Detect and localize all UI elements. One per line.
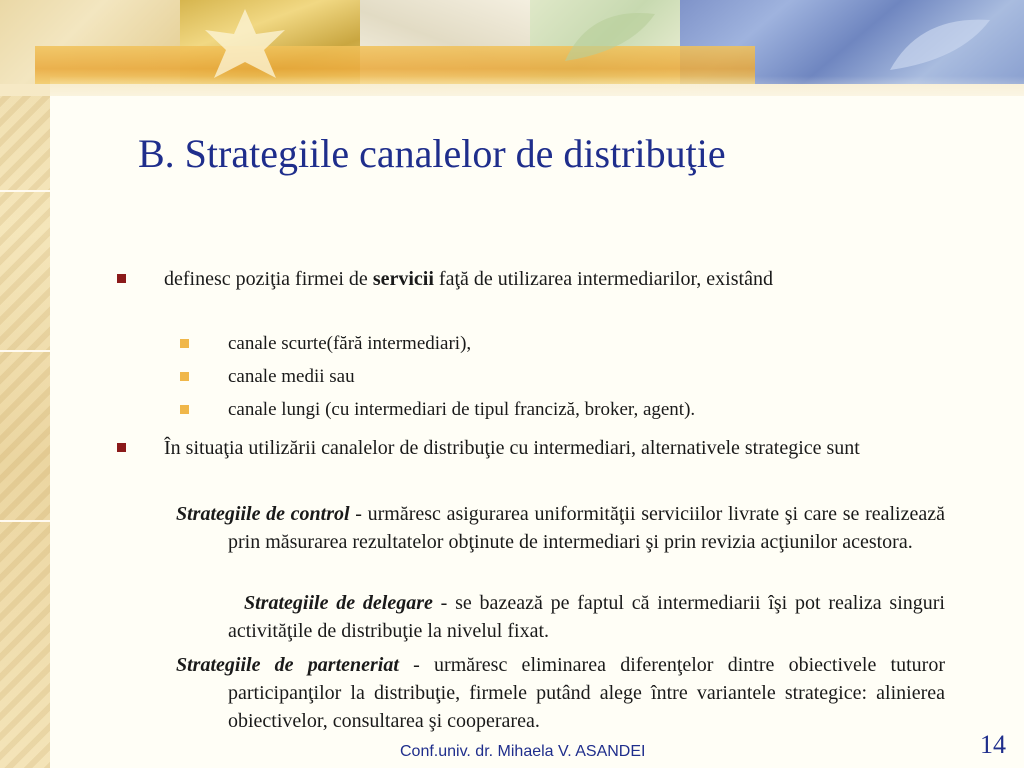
strategy-paragraph <box>176 589 945 645</box>
sub-bullet-text: canale scurte(fără intermediari), <box>228 333 472 354</box>
bullet-text: În situaţia utilizării canalelor de distribuţie cu intermediari, alternativele strategice sunt <box>164 437 860 459</box>
sub-bullet-text: canale lungi (cu intermediari de tipul franciză, broker, agent). <box>228 399 696 420</box>
sub-bullet-text: canale medii sau <box>228 366 355 387</box>
strategy-description: - urmăresc asigurarea uniformităţii serviciilor livrate şi care se realizează prin măsurarea rezultatelor obţinute de intermediari şi prin revizia acţiunilor acestora. <box>228 503 946 553</box>
sub-bullet-icon <box>180 372 189 381</box>
bullet-bold-word: servicii <box>372 268 434 290</box>
left-decorative-strip <box>0 0 50 768</box>
bullet-square-icon <box>117 274 126 283</box>
strategy-term: Strategiile de control <box>176 503 350 525</box>
bullet-square-icon <box>117 443 126 452</box>
leaf-icon <box>190 4 300 84</box>
strip-seam <box>0 190 50 192</box>
bullet-text <box>164 265 945 293</box>
footer-author: Conf.univ. dr. Mihaela V. ASANDEI <box>400 743 646 760</box>
sub-bullet-icon <box>180 405 189 414</box>
banner-fade <box>50 76 1024 116</box>
leaf-icon <box>880 10 1000 80</box>
strategy-description: - se bazează pe faptul că intermediarii îşi pot realiza singuri activităţile de distribuţie la nivelul fixat. <box>228 592 945 642</box>
bullet-text-part: faţă de utilizarea intermediarilor, existând <box>433 268 773 290</box>
page-number: 14 <box>980 730 1006 759</box>
slide-title: B. Strategiile canalelor de distribuţie <box>138 131 726 176</box>
strip-seam <box>0 520 50 522</box>
strip-seam <box>0 350 50 352</box>
strategy-term: Strategiile de delegare <box>244 592 433 614</box>
leaf-icon <box>560 6 660 66</box>
bullet-text-part: definesc poziţia firmei de <box>164 268 373 290</box>
strategy-description: - urmăresc eliminarea diferenţelor dintre obiectivele tuturor participanţilor la distribuţie, firmele putând alege între variantele strategice: alinierea obiectivelor, consultarea şi cooperarea. <box>228 654 945 732</box>
sub-bullet-icon <box>180 339 189 348</box>
strategy-paragraph <box>176 651 945 735</box>
strategy-paragraph <box>176 500 945 556</box>
strategy-term: Strategiile de parteneriat <box>176 654 399 676</box>
